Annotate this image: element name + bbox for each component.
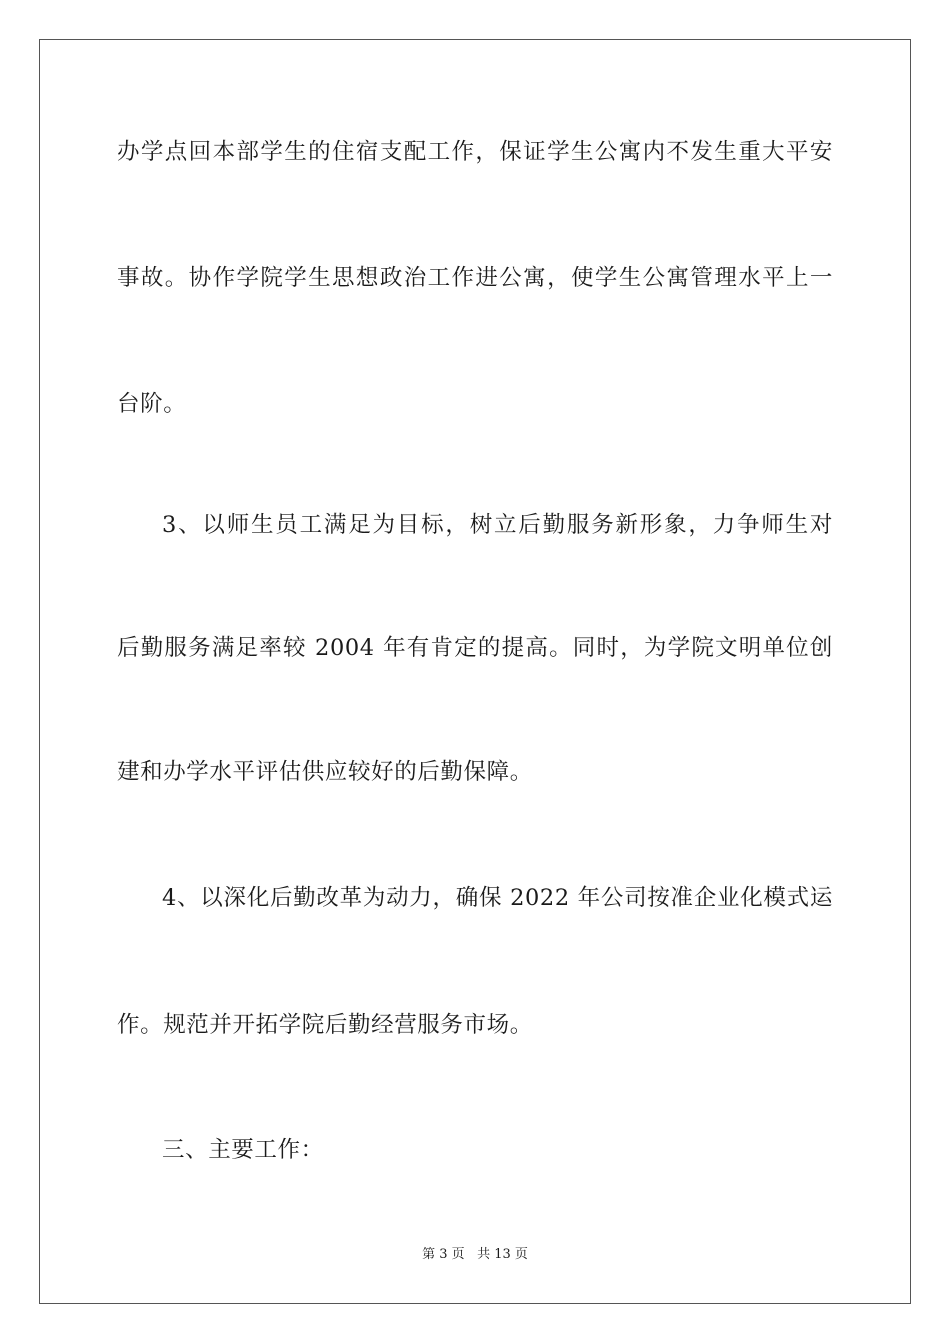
paragraph-line-4: 3、以师生员工满足为目标，树立后勤服务新形象，力争师生对 [162,512,833,538]
section-heading: 三、主要工作： [162,1137,324,1163]
paragraph-line-3: 台阶。 [117,391,187,417]
page-total: 共 13 页 [477,1247,528,1262]
paragraph-line-8: 作。规范并开拓学院后勤经营服务市场。 [117,1012,533,1038]
paragraph-line-1: 办学点回本部学生的住宿支配工作，保证学生公寓内不发生重大平安 [117,139,833,165]
paragraph-line-5: 后勤服务满足率较 2004 年有肯定的提高。同时，为学院文明单位创 [117,635,833,661]
paragraph-line-6: 建和办学水平评估供应较好的后勤保障。 [117,759,533,785]
paragraph-line-7: 4、以深化后勤改革为动力，确保 2022 年公司按准企业化模式运 [162,885,833,911]
page-border [39,39,911,1304]
paragraph-line-2: 事故。协作学院学生思想政治工作进公寓，使学生公寓管理水平上一 [117,265,833,291]
page-number: 第 3 页 [422,1247,465,1262]
page-footer [0,1246,950,1264]
